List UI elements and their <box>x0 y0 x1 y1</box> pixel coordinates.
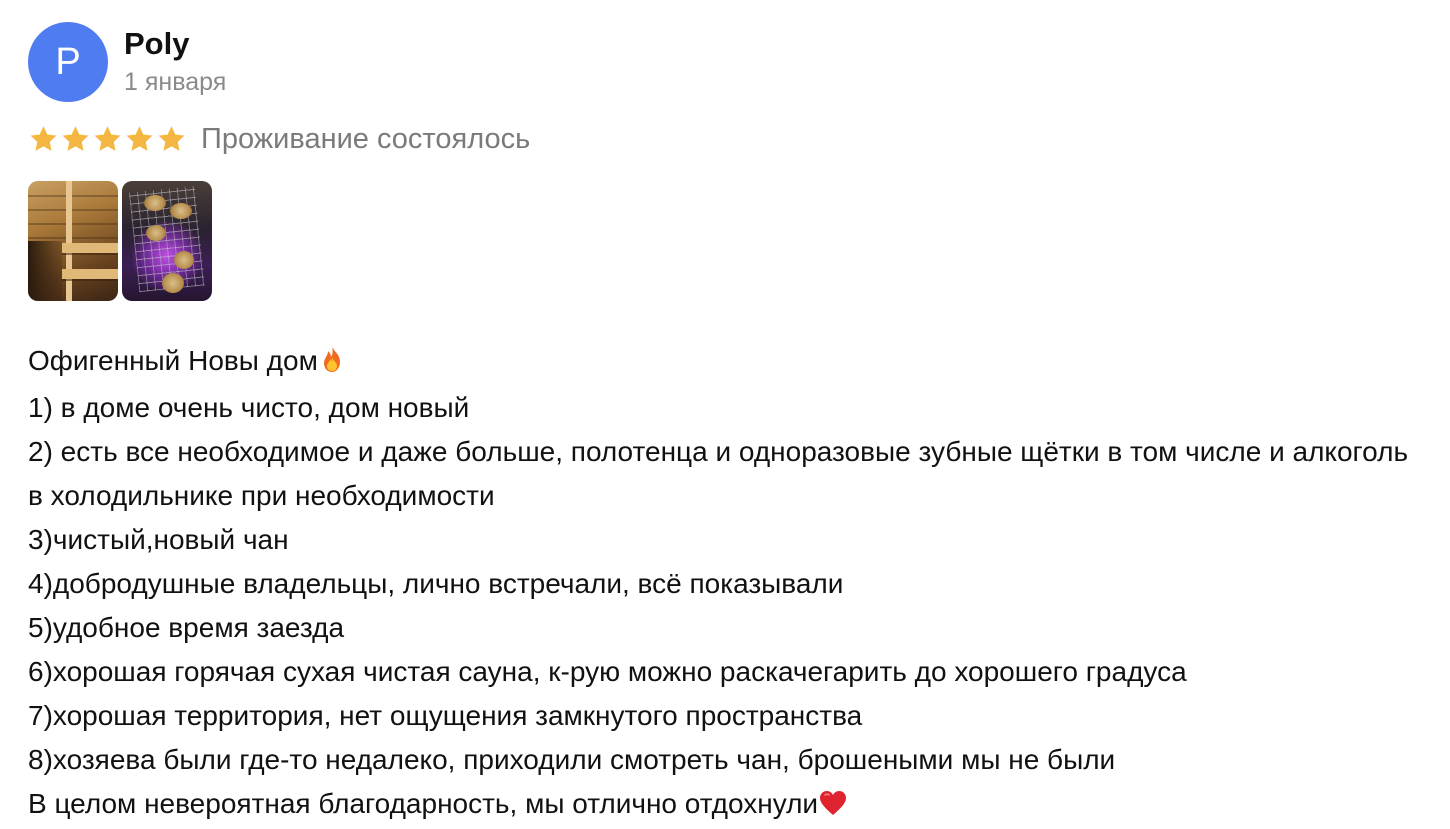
review-photos <box>28 181 1428 301</box>
sauna-photo-thumbnail[interactable] <box>28 181 118 301</box>
review-item-7: 7)хорошая территория, нет ощущения замкнутого пространства <box>28 700 863 731</box>
star-rating <box>28 124 188 154</box>
author-block <box>124 26 226 98</box>
review-item-1: 1) в доме очень чисто, дом новый <box>28 392 470 423</box>
review-title: Офигенный Новы дом <box>28 345 318 376</box>
avatar-initial: P <box>55 40 81 83</box>
avatar[interactable] <box>28 22 108 102</box>
review-title-line <box>28 339 1428 386</box>
star-icon <box>28 124 59 154</box>
review-card <box>28 22 1428 829</box>
author-name[interactable]: Poly <box>124 26 190 61</box>
review-closing: В целом невероятная благодарность, мы отлично отдохнули <box>28 788 819 819</box>
star-icon <box>60 124 91 154</box>
review-item-3: 3)чистый,новый чан <box>28 524 289 555</box>
heart-emoji-icon <box>819 785 847 829</box>
review-text <box>28 339 1428 829</box>
star-icon <box>92 124 123 154</box>
stay-status-label: Проживание состоялось <box>201 123 531 155</box>
grill-photo-thumbnail[interactable] <box>122 181 212 301</box>
rating-row <box>28 119 1428 159</box>
star-icon <box>156 124 187 154</box>
review-item-2: 2) есть все необходимое и даже больше, полотенца и одноразовые зубные щётки в том числе и алкоголь в холодильнике при необходимости <box>28 436 1409 511</box>
review-item-8: 8)хозяева были где-то недалеко, приходили смотреть чан, брошеными мы не были <box>28 744 1116 775</box>
review-item-6: 6)хорошая горячая сухая чистая сауна, к-рую можно раскачегарить до хорошего градуса <box>28 656 1187 687</box>
review-item-4: 4)добродушные владельцы, лично встречали, всё показывали <box>28 568 844 599</box>
star-icon <box>124 124 155 154</box>
review-closing-line <box>28 782 1428 829</box>
fire-emoji-icon <box>319 342 345 386</box>
review-item-5: 5)удобное время заезда <box>28 612 345 643</box>
review-date: 1 января <box>124 68 227 96</box>
review-header <box>28 22 1428 102</box>
